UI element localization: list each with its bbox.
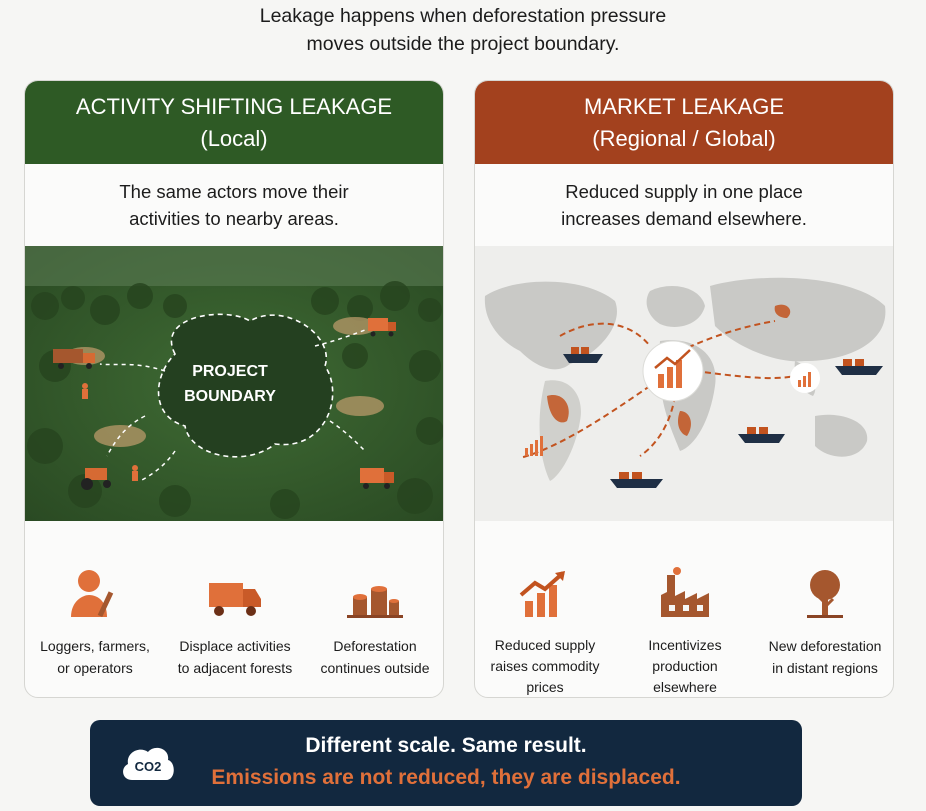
feature-displace [165, 553, 305, 676]
world-map-illustration [475, 246, 894, 521]
market-leakage-scope: (Regional / Global) [592, 126, 776, 151]
headline-line-1: Leakage happens when deforestation pressure [259, 5, 667, 27]
activity-shifting-scope: (Local) [200, 126, 268, 151]
forest-illustration [25, 246, 444, 521]
headline-line-2: moves outside the project boundary. [306, 33, 620, 55]
central-growth-chart-icon [643, 341, 703, 401]
feature-supply-line-3: prices [526, 679, 564, 695]
activity-shifting-header [25, 81, 443, 164]
small-chart-icon-right [790, 363, 820, 393]
activity-shifting-desc-line-2: activities to nearby areas. [129, 208, 339, 229]
conclusion-line-2: Emissions are not reduced, they are displaced. [211, 766, 681, 789]
factory-icon [653, 565, 717, 625]
activity-shifting-panel [24, 80, 444, 698]
feature-incentives [615, 553, 755, 695]
feature-loggers-line-1: Loggers, farmers, [40, 638, 150, 654]
conclusion-line-1: Different scale. Same result. [305, 734, 587, 757]
feature-deforestation-line-2: continues outside [320, 660, 430, 676]
feature-incentives-line-1: Incentivizes [648, 637, 722, 653]
headline [0, 2, 926, 58]
feature-new-deforestation-line-2: in distant regions [772, 660, 878, 676]
forest-scene [25, 246, 444, 521]
feature-supply-line-2: raises commodity [490, 658, 600, 674]
feature-deforestation [305, 553, 444, 676]
world-map-scene [475, 246, 894, 521]
feature-loggers-line-2: or operators [57, 660, 133, 676]
feature-new-deforestation [755, 553, 894, 676]
activity-shifting-title: ACTIVITY SHIFTING LEAKAGE [75, 94, 393, 119]
feature-supply-line-1: Reduced supply [494, 637, 596, 653]
rising-chart-icon [513, 565, 577, 625]
market-leakage-features [475, 553, 894, 693]
market-leakage-desc-line-1: Reduced supply in one place [565, 181, 803, 202]
co2-label: CO2 [134, 759, 162, 774]
project-boundary-label-1: PROJECT [192, 363, 268, 380]
feature-loggers [25, 553, 165, 676]
feature-displace-line-2: to adjacent forests [177, 660, 293, 676]
market-leakage-description [475, 164, 893, 246]
feature-displace-line-1: Displace activities [179, 638, 291, 654]
feature-incentives-line-3: elsewhere [653, 679, 717, 695]
tree-stumps-icon [343, 565, 407, 625]
feature-deforestation-line-1: Deforestation [333, 638, 417, 654]
truck-icon [203, 565, 267, 625]
conclusion-banner [90, 720, 802, 806]
activity-shifting-features [25, 553, 444, 693]
feature-supply-prices [475, 553, 615, 695]
market-leakage-panel [474, 80, 894, 698]
feature-new-deforestation-line-1: New deforestation [768, 638, 882, 654]
project-boundary-label-2: BOUNDARY [184, 388, 276, 405]
market-leakage-header [475, 81, 893, 164]
feature-incentives-line-2: production [652, 658, 718, 674]
activity-shifting-description [25, 164, 443, 246]
tree-icon [793, 565, 857, 625]
market-leakage-desc-line-2: increases demand elsewhere. [561, 208, 807, 229]
market-leakage-title: MARKET LEAKAGE [583, 94, 785, 119]
worker-icon [65, 565, 125, 625]
activity-shifting-desc-line-1: The same actors move their [119, 181, 349, 202]
